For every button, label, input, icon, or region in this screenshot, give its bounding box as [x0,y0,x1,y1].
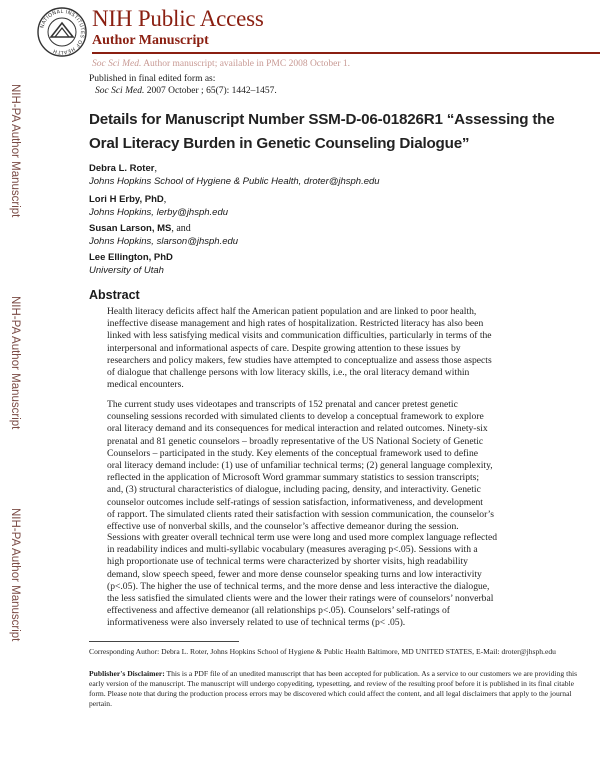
abstract-paragraph: Sessions with greater overall technical term use were long and used more complex language reflected in readability indices and multi-syllabic vocabulary (measures averaging p<.05). Sessions with a high proportionate use of technical terms were characterized by shorter visits, high readability demand, slow speech speed, fewer and more dense counselor speaking turns and low interactivity (p<.05). The higher the use of technical terms, and the more dense and less interactive the dialogue, the less satisfied the simulated clients were and the lower their ratings were of counselors’ nonverbal effectiveness and affective demeanor (all relationships p<.05). Counselors’ self-ratings of informativeness were also inversely related to use of technical terms (p< .05). [107,532,497,629]
abstract-paragraph: The current study uses videotapes and transcripts of 152 prenatal and cancer pretest genetic counseling sessions recorded with simulated clients to develop a conceptual framework to explore oral literacy demand and its consequences for medical interaction and related outcomes. Ninety-six prenatal and 81 genetic counselors – broadly representative of the US National Society of Genetic Counselors – participated in the study. Key elements of the conceptual framework used to define oral literacy demand include: (1) use of unfamiliar technical terms; (2) general language complexity, reflected in the application of Microsoft Word grammar summary statistics to session transcripts; and, (3) structural characteristics of dialogue, including pacing, density, and interactivity. Genetic counselor outcomes include self-ratings of session satisfaction, informativeness, and development of rapport. The simulated clients rated their satisfaction with session communication, the counselor’s effective use of nonverbal skills, and the counselor’s affective demeanor during the session. [107,399,495,533]
author-block [89,252,173,277]
side-label-bottom: NIH-PA Author Manuscript [9,508,21,642]
header-divider [92,52,600,54]
author-affiliation: Johns Hopkins School of Hygiene & Public Health, droter@jhsph.edu [89,175,380,187]
publisher-disclaimer: Publisher's Disclaimer: This is a PDF file of an unedited manuscript that has been accepted for publication. As a service to our customers we are providing this early version of the manuscript. The manuscript will undergo copyediting, typesetting, and review of the resulting proof before it is published in its final citable form. Please note that during the production process errors may be discovered which could affect the content, and all legal disclaimers that apply to the journal pertain. [89,669,578,708]
author-manuscript-label: Author Manuscript [92,33,209,48]
publication-info [89,73,277,97]
nih-header [36,6,576,70]
author-name: Susan Larson, MS [89,223,172,234]
nih-seal-logo [36,6,88,58]
side-label-middle: NIH-PA Author Manuscript [9,296,21,430]
author-block: Lori H Erby, PhD, Johns Hopkins, lerby@jhsph.edu [89,194,229,218]
nih-public-access-title: NIH Public Access [92,6,264,31]
author-affiliation: Johns Hopkins, lerby@jhsph.edu [89,206,229,218]
abstract-paragraph: Health literacy deficits affect half the American patient population and are linked to poor health, ineffective disease management and high rates of hospitalization. Restricted literacy has also been linked with less satisfying medical visits and communication difficulties, particularly in terms of the interpersonal and informational aspects of care. Despite growing attention to these issues by researchers and policy makers, few studies have attempted to conceptualize and assess those aspects of dialogue that challenge persons with low literacy skills, i.e., the oral literacy demand within medical encounters. [107,306,492,391]
citation: Soc Sci Med. 2007 October ; 65(7): 1442–1457. [95,86,277,96]
article-title: Details for Manuscript Number SSM-D-06-01826R1 “Assessing the Oral Literacy Burden in Genetic Counseling Dialogue” [89,111,555,152]
source-note: Soc Sci Med. Author manuscript; available in PMC 2008 October 1. [92,59,351,69]
author-affiliation: University of Utah [89,264,164,276]
author-name: Lee Ellington, PhD [89,252,173,263]
author-name: Debra L. Roter [89,163,155,174]
corresponding-author-note: Corresponding Author: Debra L. Roter, Johns Hopkins School of Hygiene & Public Health Baltimore, MD UNITED STATES, E-Mail: droter@jhsph.edu [89,647,556,656]
author-name: Lori H Erby, PhD [89,194,164,205]
author-affiliation: Johns Hopkins, slarson@jhsph.edu [89,235,239,247]
footnote-divider [89,641,239,642]
side-label-top: NIH-PA Author Manuscript [9,84,21,218]
svg-text:NATIONAL INSTITUTES OF HEALTH: NATIONAL INSTITUTES OF HEALTH [39,8,86,56]
abstract-heading: Abstract [89,288,140,302]
published-label: Published in final edited form as: [89,74,216,84]
author-block: Susan Larson, MS, and Johns Hopkins, slarson@jhsph.edu [89,223,239,247]
author-block: Debra L. Roter, Johns Hopkins School of Hygiene & Public Health, droter@jhsph.edu [89,163,380,187]
